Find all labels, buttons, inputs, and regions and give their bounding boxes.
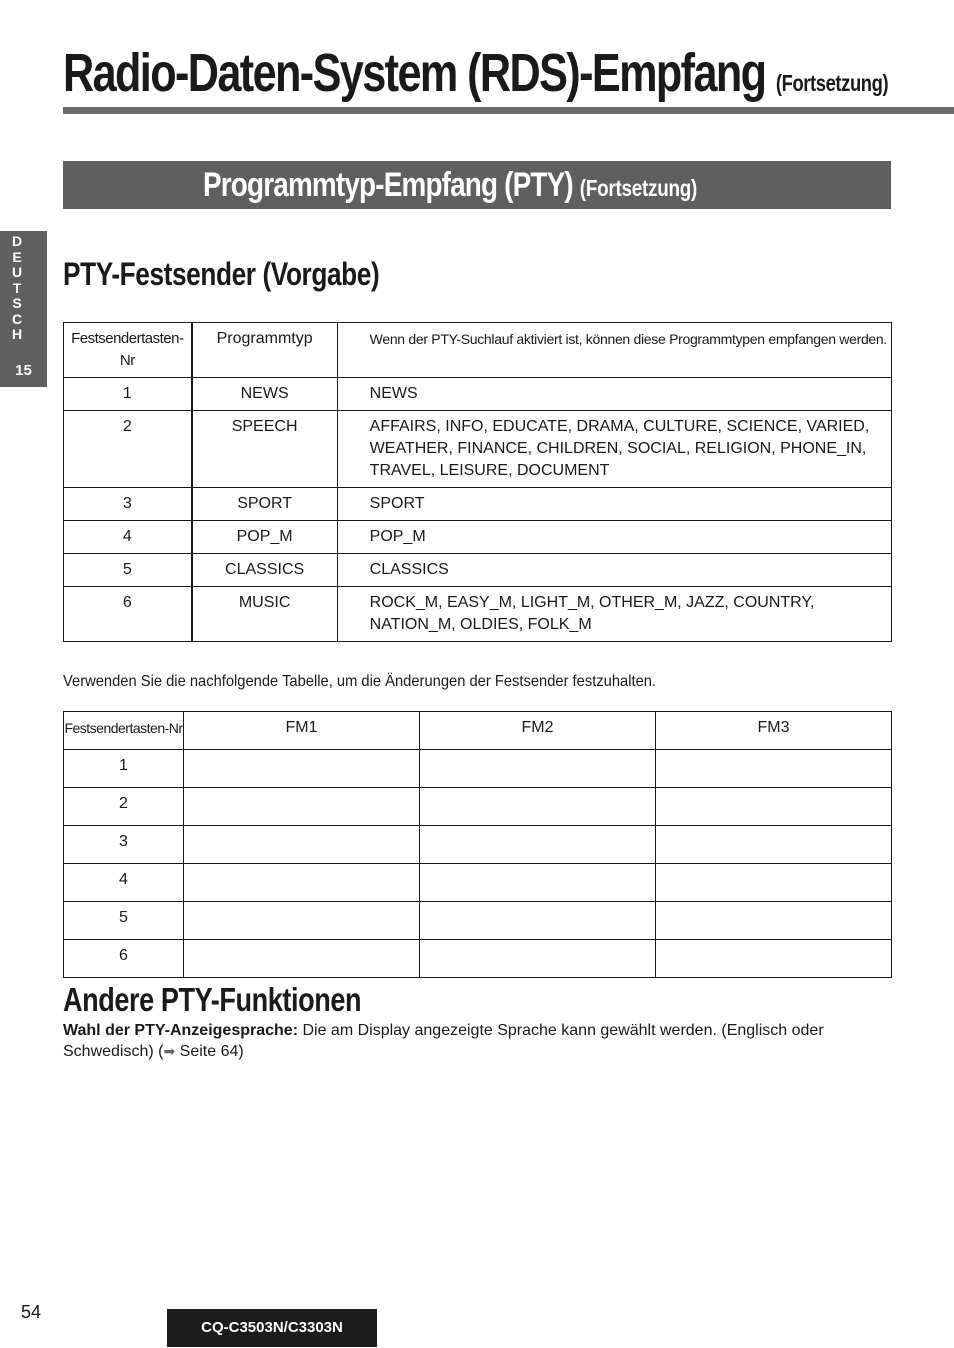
section-title: Programmtyp-Empfang (PTY)	[203, 166, 573, 204]
table-row	[64, 788, 892, 826]
pty-language-text-cont: Schwedisch) (	[63, 1043, 164, 1060]
table-cell: CLASSICS	[192, 554, 338, 587]
header-cell: Festsendertasten-Nr	[64, 712, 184, 750]
preset-memo-table	[63, 711, 892, 978]
table-cell: NEWS	[192, 378, 338, 411]
table-cell	[420, 826, 656, 864]
table-cell: NEWS	[337, 378, 891, 411]
table-row	[64, 554, 892, 587]
table-cell	[184, 788, 420, 826]
table-row	[64, 488, 892, 521]
side-tab-number: 15	[15, 362, 32, 379]
page-reference: Seite 64)	[175, 1043, 244, 1060]
section-banner	[63, 161, 891, 209]
table-cell	[656, 750, 892, 788]
header-cell: FM1	[184, 712, 420, 750]
table-header-row	[64, 323, 892, 378]
table-row	[64, 378, 892, 411]
table-cell: 3	[64, 826, 184, 864]
header-cell: Wenn der PTY-Suchlauf aktiviert ist, können diese Programmtypen empfangen werden.	[337, 323, 891, 378]
table-row	[64, 521, 892, 554]
table-row	[64, 902, 892, 940]
table-cell: 5	[64, 554, 192, 587]
table-cell: MUSIC	[192, 587, 338, 642]
pty-language-text: Die am Display angezeigte Sprache kann gewählt werden. (Englisch oder	[298, 1022, 824, 1039]
table-cell: 1	[64, 378, 192, 411]
table-cell: 2	[64, 788, 184, 826]
section-suffix: (Fortsetzung)	[579, 175, 698, 201]
table-row	[64, 411, 892, 488]
table-cell: 6	[64, 587, 192, 642]
side-tab-letter: E	[12, 248, 22, 265]
preset-heading: PTY-Festsender (Vorgabe)	[63, 256, 380, 292]
table-row	[64, 864, 892, 902]
table-cell	[420, 750, 656, 788]
header-cell: FM2	[420, 712, 656, 750]
table-row	[64, 940, 892, 978]
table-cell	[420, 788, 656, 826]
page-number: 54	[21, 1302, 42, 1322]
table-cell	[184, 864, 420, 902]
header-cell: Festsendertasten-Nr	[64, 323, 192, 378]
table-cell	[656, 940, 892, 978]
table-cell	[420, 940, 656, 978]
table-cell: AFFAIRS, INFO, EDUCATE, DRAMA, CULTURE, SCIENCE, VARIED, WEATHER, FINANCE, CHILDREN, SOCIAL, RELIGION, PHONE_IN, TRAVEL, LEISURE, DOCUMENT	[337, 411, 891, 488]
language-letters	[12, 231, 22, 343]
table-cell: 4	[64, 521, 192, 554]
table-cell	[656, 864, 892, 902]
page-title-main: Radio-Daten-System (RDS)-Empfang	[63, 43, 766, 103]
language-side-tab	[0, 231, 47, 387]
table-cell	[184, 750, 420, 788]
table-cell: ROCK_M, EASY_M, LIGHT_M, OTHER_M, JAZZ, COUNTRY, NATION_M, OLDIES, FOLK_M	[337, 587, 891, 642]
header-cell: Programmtyp	[192, 323, 338, 378]
page-title-suffix: (Fortsetzung)	[775, 70, 889, 96]
table-cell	[420, 864, 656, 902]
right-arrow-icon: ➡	[163, 1043, 176, 1059]
table-cell: 5	[64, 902, 184, 940]
table-cell	[656, 902, 892, 940]
table-cell	[420, 902, 656, 940]
model-badge: CQ-C3503N/C3303N	[167, 1309, 377, 1347]
table-cell: SPORT	[337, 488, 891, 521]
header-cell: FM3	[656, 712, 892, 750]
table-cell: 4	[64, 864, 184, 902]
table-row	[64, 587, 892, 642]
memo-instruction: Verwenden Sie die nachfolgende Tabelle, um die Änderungen der Festsender festzuhalten.	[63, 673, 657, 690]
table-cell	[656, 826, 892, 864]
table-cell	[184, 902, 420, 940]
table-cell: 6	[64, 940, 184, 978]
table-header-row	[64, 712, 892, 750]
side-tab-letter: U	[12, 264, 23, 280]
table-cell: CLASSICS	[337, 554, 891, 587]
table-cell: 3	[64, 488, 192, 521]
table-cell: 2	[64, 411, 192, 488]
title-rule	[63, 107, 954, 114]
side-tab-letter: H	[12, 326, 23, 342]
table-cell: POP_M	[192, 521, 338, 554]
other-functions-heading: Andere PTY-Funktionen	[63, 981, 362, 1018]
table-cell	[184, 940, 420, 978]
side-tab-letter: C	[12, 310, 23, 327]
page-title	[63, 42, 888, 114]
side-tab-letter: S	[12, 295, 22, 311]
table-cell: POP_M	[337, 521, 891, 554]
side-tab-letter: D	[12, 233, 23, 249]
pty-language-paragraph	[63, 1020, 883, 1062]
table-cell: SPORT	[192, 488, 338, 521]
pty-language-label: Wahl der PTY-Anzeigesprache:	[63, 1022, 299, 1039]
table-row	[64, 826, 892, 864]
table-cell: SPEECH	[192, 411, 338, 488]
pty-preset-table	[63, 322, 892, 642]
table-cell: 1	[64, 750, 184, 788]
table-cell	[184, 826, 420, 864]
side-tab-letter: T	[12, 279, 22, 296]
table-cell	[656, 788, 892, 826]
table-row	[64, 750, 892, 788]
